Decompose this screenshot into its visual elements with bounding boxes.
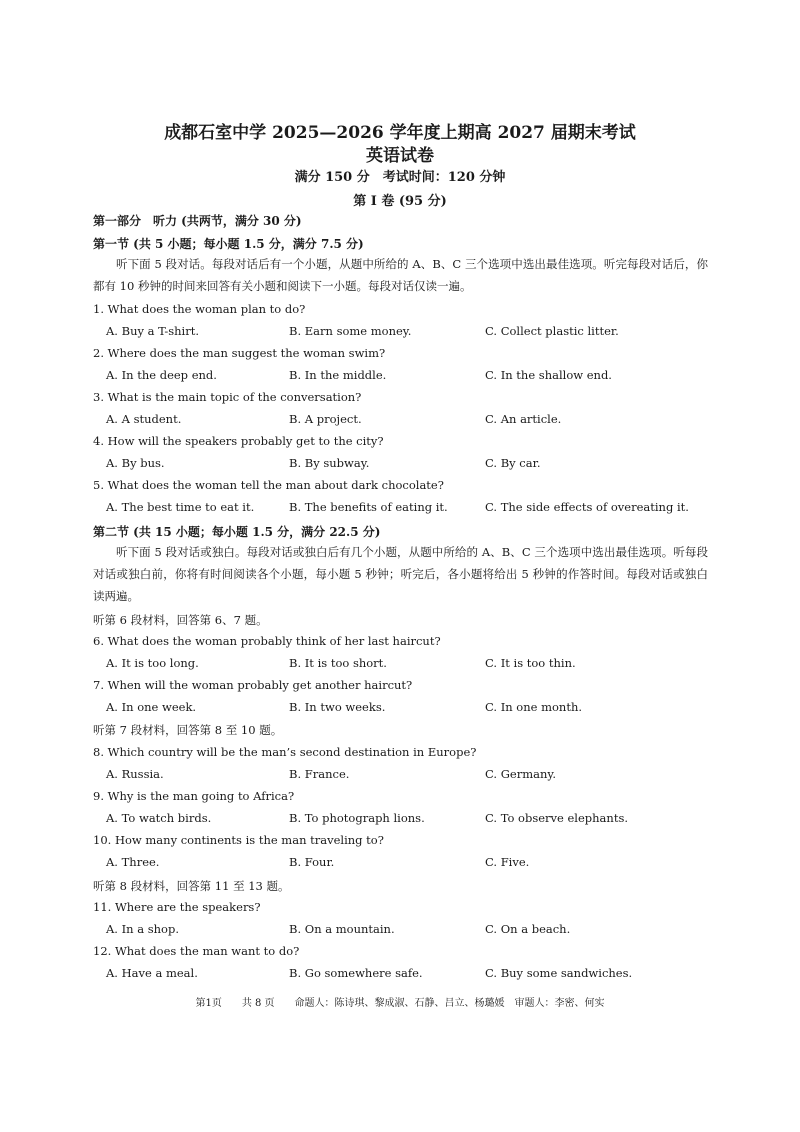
question-6: 6. What does the woman probably think of her last haircut?	[93, 634, 441, 648]
q3-option-c: C. An article.	[485, 412, 562, 426]
q10-option-a: A. Three.	[106, 855, 160, 869]
q12-option-b: B. Go somewhere safe.	[289, 966, 423, 980]
score-time: 满分 150 分 考试时间：120 分钟	[294, 170, 506, 185]
material-6-note: 听第 6 段材料，回答第 6、7 题。	[93, 613, 268, 627]
q10-option-c: C. Five.	[485, 855, 530, 869]
q9-option-a: A. To watch birds.	[106, 811, 212, 825]
q9-option-c: C. To observe elephants.	[485, 811, 629, 825]
q11-option-c: C. On a beach.	[485, 922, 571, 936]
q2-option-c: C. In the shallow end.	[485, 368, 612, 382]
q11-option-b: B. On a mountain.	[289, 922, 395, 936]
page-footer: 第1页 共 8 页 命题人：陈诗琪、黎成淑、石静、吕立、杨璐媛 审题人：李密、何实	[195, 998, 605, 1009]
material-8-note: 听第 8 段材料，回答第 11 至 13 题。	[93, 879, 290, 893]
q6-option-c: C. It is too thin.	[485, 656, 576, 670]
q12-option-c: C. Buy some sandwiches.	[485, 966, 633, 980]
question-4: 4. How will the speakers probably get to the city?	[93, 434, 384, 448]
q8-option-c: C. Germany.	[485, 767, 556, 781]
q8-option-b: B. France.	[289, 767, 350, 781]
exam-title: 成都石室中学 2025—2026 学年度上期高 2027 届期末考试	[164, 123, 636, 143]
exam-subtitle: 英语试卷	[366, 146, 434, 166]
section1-heading: 第一节 (共 5 小题；每小题 1.5 分，满分 7.5 分)	[93, 237, 364, 251]
section2-instructions: 听下面 5 段对话或独白。每段对话或独白后有几个小题，从题中所给的 A、B、C 三个选项中选出最佳选项。听每段对话或独白前，你将有时间阅读各个小题，每小题 5 秒钟；听完后，各小题将给出 5 秒钟的作答时间。每段对话或独白读两遍。	[93, 545, 708, 603]
part1-heading: 第一部分 听力 (共两节，满分 30 分)	[93, 214, 302, 228]
question-5: 5. What does the woman tell the man about dark chocolate?	[93, 478, 444, 492]
question-9: 9. Why is the man going to Africa?	[93, 789, 295, 803]
material-7-note: 听第 7 段材料，回答第 8 至 10 题。	[93, 723, 283, 737]
q4-option-a: A. By bus.	[106, 456, 165, 470]
q8-option-a: A. Russia.	[106, 767, 164, 781]
q2-option-b: B. In the middle.	[289, 368, 387, 382]
q5-option-c: C. The side effects of overeating it.	[485, 500, 689, 514]
q7-option-c: C. In one month.	[485, 700, 583, 714]
q1-option-b: B. Earn some money.	[289, 324, 412, 338]
q10-option-b: B. Four.	[289, 855, 335, 869]
question-1: 1. What does the woman plan to do?	[93, 302, 306, 316]
q4-option-c: C. By car.	[485, 456, 541, 470]
q5-option-a: A. The best time to eat it.	[106, 500, 255, 514]
q5-option-b: B. The benefits of eating it.	[289, 500, 448, 514]
q7-option-b: B. In two weeks.	[289, 700, 386, 714]
q1-option-c: C. Collect plastic litter.	[485, 324, 619, 338]
q3-option-a: A. A student.	[106, 412, 182, 426]
q12-option-a: A. Have a meal.	[106, 966, 198, 980]
q3-option-b: B. A project.	[289, 412, 362, 426]
question-3: 3. What is the main topic of the conversation?	[93, 390, 362, 404]
question-8: 8. Which country will be the man’s second destination in Europe?	[93, 745, 477, 759]
q6-option-a: A. It is too long.	[106, 656, 199, 670]
q7-option-a: A. In one week.	[106, 700, 197, 714]
q6-option-b: B. It is too short.	[289, 656, 387, 670]
volume-heading: 第 I 卷 (95 分)	[353, 194, 447, 209]
q2-option-a: A. In the deep end.	[106, 368, 217, 382]
question-7: 7. When will the woman probably get another haircut?	[93, 678, 413, 692]
q11-option-a: A. In a shop.	[106, 922, 179, 936]
question-11: 11. Where are the speakers?	[93, 900, 261, 914]
question-10: 10. How many continents is the man traveling to?	[93, 833, 384, 847]
q1-option-a: A. Buy a T-shirt.	[106, 324, 199, 338]
q4-option-b: B. By subway.	[289, 456, 370, 470]
q9-option-b: B. To photograph lions.	[289, 811, 425, 825]
question-12: 12. What does the man want to do?	[93, 944, 300, 958]
section2-heading: 第二节 (共 15 小题；每小题 1.5 分，满分 22.5 分)	[93, 525, 381, 539]
question-2: 2. Where does the man suggest the woman swim?	[93, 346, 386, 360]
section1-instructions: 听下面 5 段对话。每段对话后有一个小题，从题中所给的 A、B、C 三个选项中选出最佳选项。听完每段对话后，你都有 10 秒钟的时间来回答有关小题和阅读下一小题。每段对话仅读一遍。	[93, 257, 708, 293]
